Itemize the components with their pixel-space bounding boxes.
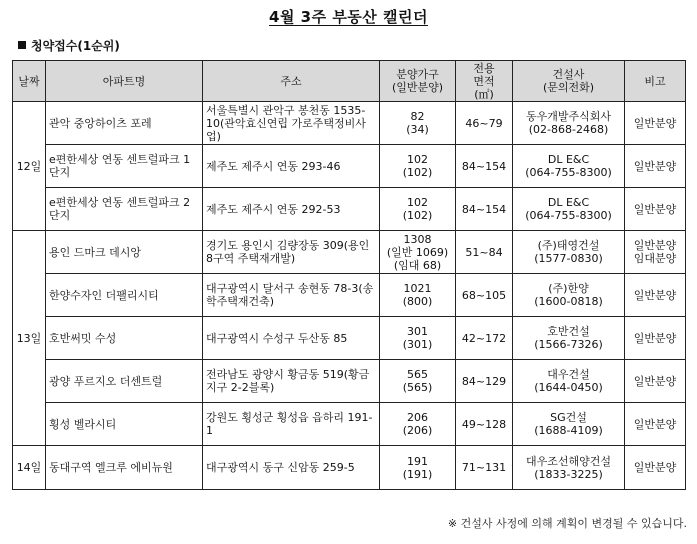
apt-name-cell: 호반써밋 수성 xyxy=(46,317,203,360)
builder-cell: 호반건설 (1566-7326) xyxy=(513,317,625,360)
apt-name-cell: 횡성 벨라시티 xyxy=(46,403,203,446)
header-builder: 건설사 (문의전화) xyxy=(513,61,625,102)
apt-name-cell: 한양수자인 더팰리시티 xyxy=(46,274,203,317)
note-cell: 일반분양 xyxy=(625,102,686,145)
area-cell: 68~105 xyxy=(456,274,513,317)
note-cell: 일반분양 xyxy=(625,274,686,317)
date-cell: 14일 xyxy=(13,446,46,490)
address-cell: 제주도 제주시 연동 293-46 xyxy=(203,145,380,188)
supply-cell: 301 (301) xyxy=(380,317,456,360)
builder-cell: 대우건설 (1644-0450) xyxy=(513,360,625,403)
supply-cell: 82 (34) xyxy=(380,102,456,145)
note-cell: 일반분양 임대분양 xyxy=(625,231,686,274)
note-cell: 일반분양 xyxy=(625,446,686,490)
header-apt: 아파트명 xyxy=(46,61,203,102)
header-area: 전용 면적 (㎡) xyxy=(456,61,513,102)
table-row xyxy=(13,188,686,231)
address-cell: 제주도 제주시 연동 292-53 xyxy=(203,188,380,231)
header-note: 비고 xyxy=(625,61,686,102)
supply-cell: 206 (206) xyxy=(380,403,456,446)
address-cell: 강원도 횡성군 횡성읍 읍하리 191-1 xyxy=(203,403,380,446)
table-row xyxy=(13,274,686,317)
header-addr: 주소 xyxy=(203,61,380,102)
apt-name-cell: 광양 푸르지오 더센트럴 xyxy=(46,360,203,403)
supply-cell: 1308 (일반 1069) (임대 68) xyxy=(380,231,456,274)
note-cell: 일반분양 xyxy=(625,145,686,188)
section-heading xyxy=(18,37,120,54)
address-cell: 전라남도 광양시 황금동 519(황금지구 2-2블록) xyxy=(203,360,380,403)
table-row xyxy=(13,317,686,360)
supply-cell: 565 (565) xyxy=(380,360,456,403)
table-row xyxy=(13,446,686,490)
supply-cell: 102 (102) xyxy=(380,188,456,231)
header-supply: 분양가구 (일반분양) xyxy=(380,61,456,102)
apt-name-cell: 용인 드마크 데시앙 xyxy=(46,231,203,274)
apt-name-cell: 관악 중앙하이츠 포레 xyxy=(46,102,203,145)
note-cell: 일반분양 xyxy=(625,317,686,360)
table-row xyxy=(13,231,686,274)
table-row xyxy=(13,403,686,446)
area-cell: 46~79 xyxy=(456,102,513,145)
header-date: 날짜 xyxy=(13,61,46,102)
address-cell: 대구광역시 수성구 두산동 85 xyxy=(203,317,380,360)
section-label: 청약접수(1순위) xyxy=(31,39,120,53)
supply-cell: 102 (102) xyxy=(380,145,456,188)
table-header-row xyxy=(13,61,686,102)
builder-cell: (주)한양 (1600-0818) xyxy=(513,274,625,317)
area-cell: 42~172 xyxy=(456,317,513,360)
builder-cell: DL E&C (064-755-8300) xyxy=(513,188,625,231)
date-cell: 13일 xyxy=(13,231,46,446)
area-cell: 84~154 xyxy=(456,145,513,188)
note-cell: 일반분양 xyxy=(625,403,686,446)
table-row xyxy=(13,102,686,145)
note-cell: 일반분양 xyxy=(625,360,686,403)
area-cell: 49~128 xyxy=(456,403,513,446)
subscription-table xyxy=(12,60,686,490)
supply-cell: 191 (191) xyxy=(380,446,456,490)
apt-name-cell: e편한세상 연동 센트럴파크 1단지 xyxy=(46,145,203,188)
apt-name-cell: 동대구역 엘크루 에비뉴원 xyxy=(46,446,203,490)
builder-cell: 동우개발주식회사 (02-868-2468) xyxy=(513,102,625,145)
builder-cell: DL E&C (064-755-8300) xyxy=(513,145,625,188)
builder-cell: SG건설 (1688-4109) xyxy=(513,403,625,446)
address-cell: 서울특별시 관악구 봉천동 1535-10(관악효신연립 가로주택정비사업) xyxy=(203,102,380,145)
table-row xyxy=(13,360,686,403)
address-cell: 경기도 용인시 김량장동 309(용인8구역 주택재개발) xyxy=(203,231,380,274)
square-bullet-icon xyxy=(18,41,26,49)
note-cell: 일반분양 xyxy=(625,188,686,231)
date-cell: 12일 xyxy=(13,102,46,231)
area-cell: 51~84 xyxy=(456,231,513,274)
address-cell: 대구광역시 동구 신암동 259-5 xyxy=(203,446,380,490)
page-title: 4월 3주 부동산 캘린더 xyxy=(269,8,428,26)
area-cell: 84~129 xyxy=(456,360,513,403)
address-cell: 대구광역시 달서구 송현동 78-3(송학주택재건축) xyxy=(203,274,380,317)
table-row xyxy=(13,145,686,188)
supply-cell: 1021 (800) xyxy=(380,274,456,317)
builder-cell: 대우조선해양건설 (1833-3225) xyxy=(513,446,625,490)
builder-cell: (주)태영건설 (1577-0830) xyxy=(513,231,625,274)
footnote: ※ 건설사 사정에 의해 계획이 변경될 수 있습니다. xyxy=(447,517,687,530)
area-cell: 84~154 xyxy=(456,188,513,231)
apt-name-cell: e편한세상 연동 센트럴파크 2단지 xyxy=(46,188,203,231)
area-cell: 71~131 xyxy=(456,446,513,490)
